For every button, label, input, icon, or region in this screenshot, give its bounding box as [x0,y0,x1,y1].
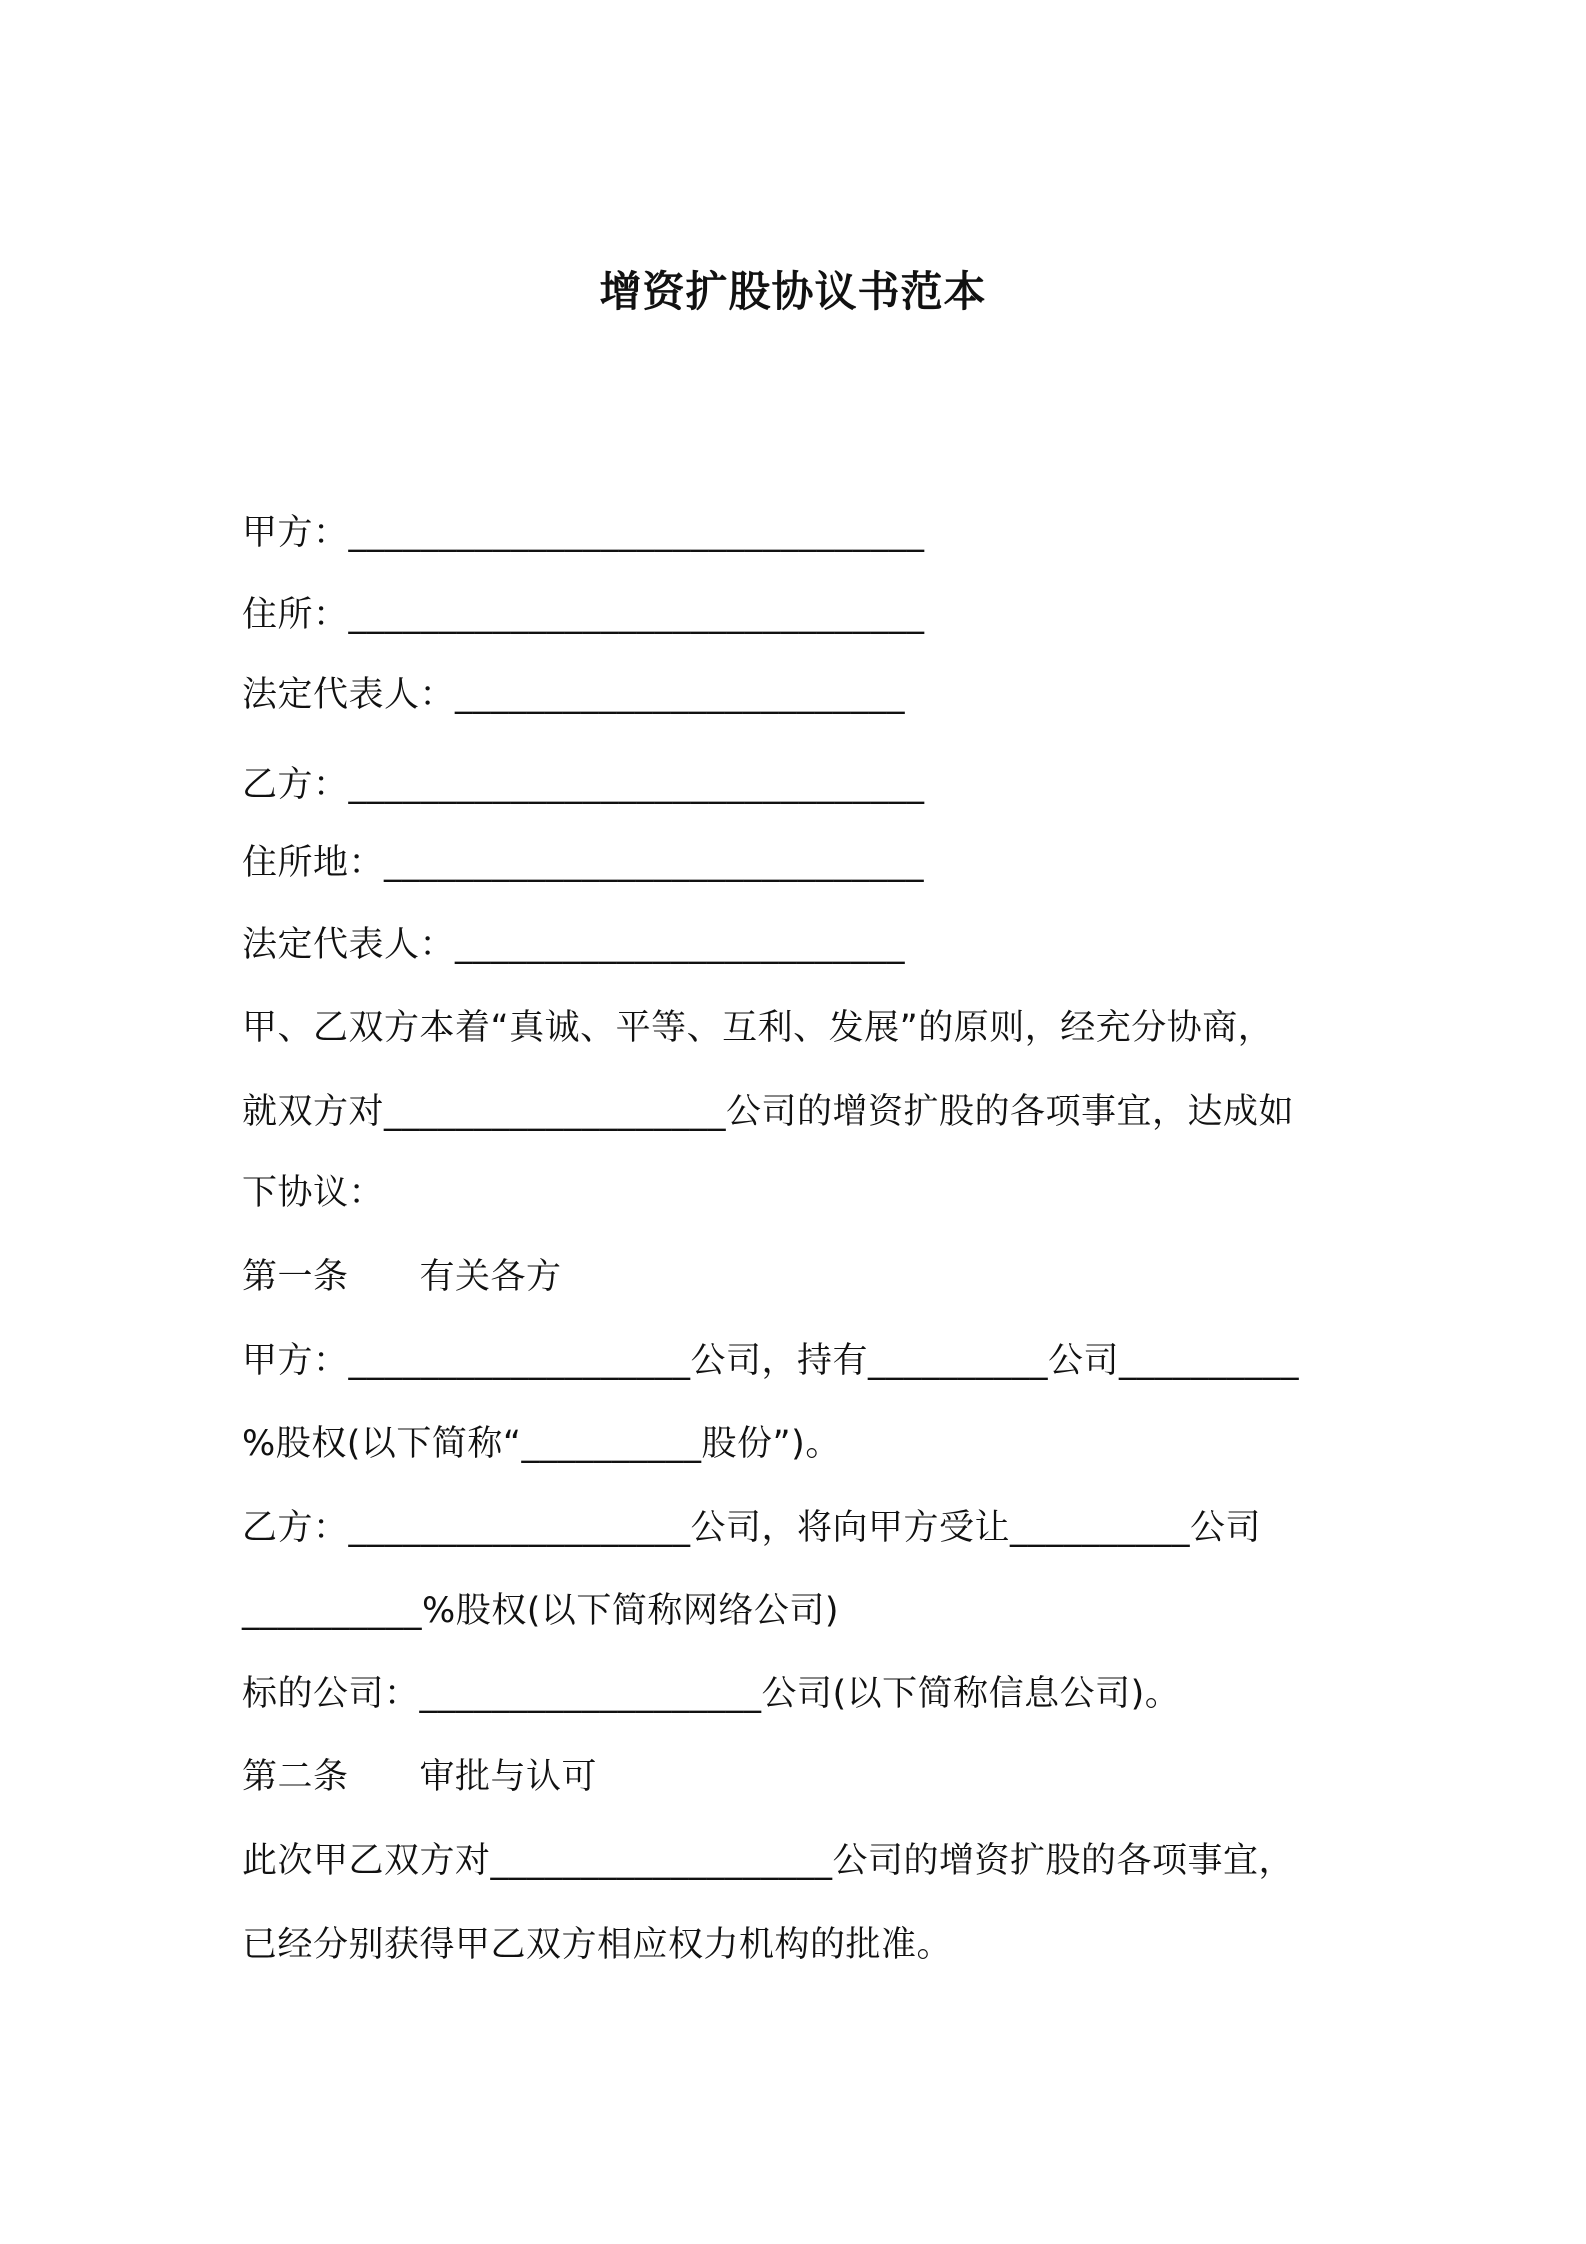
preamble-line-1: 甲、乙双方本着“真诚、平等、互利、发展”的原则，经充分协商， [242,1008,1274,1048]
party-a-rep-line: 法定代表人：_________________________ [242,675,906,715]
article-2-body-line-2: 已经分别获得甲乙双方相应权力机构的批准。 [242,1925,953,1965]
party-a-address-line: 住所：________________________________ [242,595,925,635]
article-1-party-a-line-2: %股权(以下简称“__________股份”)。 [242,1424,841,1464]
article-1-party-b-line-1: 乙方：___________________公司，将向甲方受让__________公司 [242,1508,1262,1548]
party-b-line: 乙方：________________________________ [242,765,925,805]
article-1-target-line: 标的公司：___________________公司(以下简称信息公司)。 [242,1674,1181,1714]
party-b-rep-line: 法定代表人：_________________________ [242,925,906,965]
party-b-address-line: 住所地：______________________________ [242,843,925,883]
article-1-party-b-line-2: __________%股权(以下简称网络公司) [242,1591,840,1631]
preamble-line-3: 下协议： [242,1173,385,1213]
article-2-body-line-1: 此次甲乙双方对___________________公司的增资扩股的各项事宜， [242,1841,1295,1881]
preamble-line-2: 就双方对___________________公司的增资扩股的各项事宜，达成如 [242,1092,1295,1132]
document-title: 增资扩股协议书范本 [599,267,987,316]
article-1-heading: 第一条 有关各方 [242,1257,562,1297]
article-2-heading: 第二条 审批与认可 [242,1757,598,1797]
article-1-party-a-line-1: 甲方：___________________公司，持有__________公司__________ [242,1341,1300,1381]
party-a-line: 甲方：________________________________ [242,513,925,553]
